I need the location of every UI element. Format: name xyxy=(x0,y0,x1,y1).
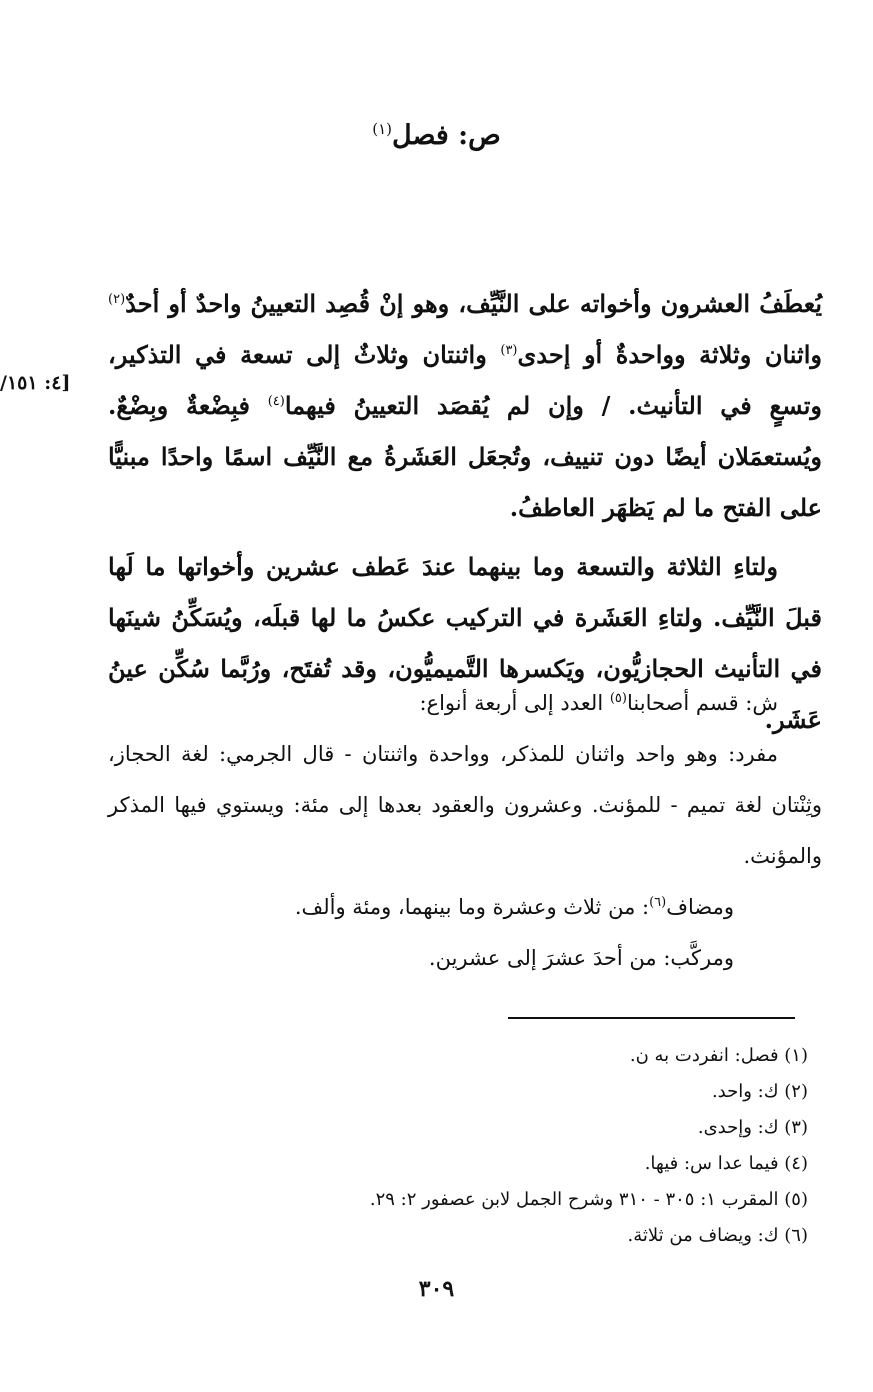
para1-line1: يُعطَفُ العشرون وأخواته على النَّيِّف، وهو إنْ قُصِد التعيينُ واحدٌ أو xyxy=(168,289,822,318)
para1-line3b: فبِضْعةٌ وبِضْعٌ. ويُستعمَلان xyxy=(108,391,822,471)
main-paragraph-1 xyxy=(108,278,822,533)
commentary-intro-b: العدد إلى أربعة أنواع: xyxy=(419,691,610,715)
section-heading-text: ص: فصل xyxy=(392,120,501,151)
footnote-ref-3: (٣) xyxy=(500,343,518,358)
footnote-ref-5: (٥) xyxy=(609,691,627,706)
footnote-ref-6: (٦) xyxy=(649,895,667,910)
commentary-mudaf-a: ومضاف xyxy=(666,895,734,919)
commentary-mudaf xyxy=(108,882,822,933)
heading-footnote-ref: (١) xyxy=(372,120,392,138)
para1-line3a: وتسعٍ في التأنيث. / وإن لم يُقصَد التعيينُ فيهما xyxy=(284,391,822,420)
main-text-block xyxy=(108,278,822,745)
footnote-item: (٣) ك: وإحدى. xyxy=(697,1117,808,1138)
commentary-intro xyxy=(108,678,822,729)
footnote-ref-4: (٤) xyxy=(267,394,285,409)
commentary-mudaf-b: : من ثلاث وعشرة وما بينهما، ومئة وألف. xyxy=(294,895,650,919)
commentary-murakkab: ومركَّب: من أحدَ عشرَ إلى عشرين. xyxy=(428,946,734,970)
margin-reference: [٤: ١٥١/ xyxy=(0,372,71,394)
main-paragraph-2: ولتاءِ الثلاثة والتسعة وما بينهما عندَ عَطف عشرين وأخواتها ما لَها قبلَ النَّيِّف. ولتاءِ العَشَرة في التركيب عكسُ ما لها قبلَه، ويُسَكِّنُ شينَها في التأنيث الحجازيُّون، ويَكسرها التَّميميُّون، وقد تُفتَح، ورُبَّما سُكِّن عينُ عَشَر. xyxy=(108,552,822,734)
section-heading xyxy=(0,120,873,151)
footnote-item: (٤) فيما عدا س: فيها. xyxy=(644,1153,808,1174)
page-number: ٣٠٩ xyxy=(418,1276,455,1302)
footnote-item: (٢) ك: واحد. xyxy=(711,1081,808,1102)
para1-line2b: واثنان وثلاثة وواحدةٌ أو إحدى xyxy=(517,340,822,369)
footnote-item: (٦) ك: ويضاف من ثلاثة. xyxy=(627,1225,808,1246)
para1-line5: يَظهَر العاطفُ. xyxy=(509,493,654,522)
footnote-divider xyxy=(508,1017,795,1019)
footnote-item: (١) فصل: انفردت به ن. xyxy=(629,1045,808,1066)
commentary-intro-a: ش: قسم أصحابنا xyxy=(626,691,778,715)
commentary-mufrad: مفرد: وهو واحد واثنان للمذكر، وواحدة واثنتان - قال الجرمي: لغة الحجاز، وثِنْتان لغة تميم - للمؤنث. وعشرون والعقود بعدها إلى مئة: ويستوي فيها المذكر والمؤنث. xyxy=(108,742,822,868)
commentary-block xyxy=(108,678,822,984)
footnotes-list xyxy=(300,1038,808,1254)
para1-line2c: واثنتان وثلاثٌ إلى تسعة في التذكير، xyxy=(108,340,501,369)
para1-line4: أيضًا دون تنييف، وتُجعَل العَشَرةُ مع النَّيِّف اسمًا واحدًا مبنيًّا على الفتح ما لم xyxy=(108,442,822,522)
para1-line2a: أحدٌ xyxy=(125,289,160,318)
footnote-ref-2: (٢) xyxy=(108,292,126,307)
footnote-item: (٥) المقرب ١: ٣٠٥ - ٣١٠ وشرح الجمل لابن عصفور ٢: ٢٩. xyxy=(369,1189,808,1210)
